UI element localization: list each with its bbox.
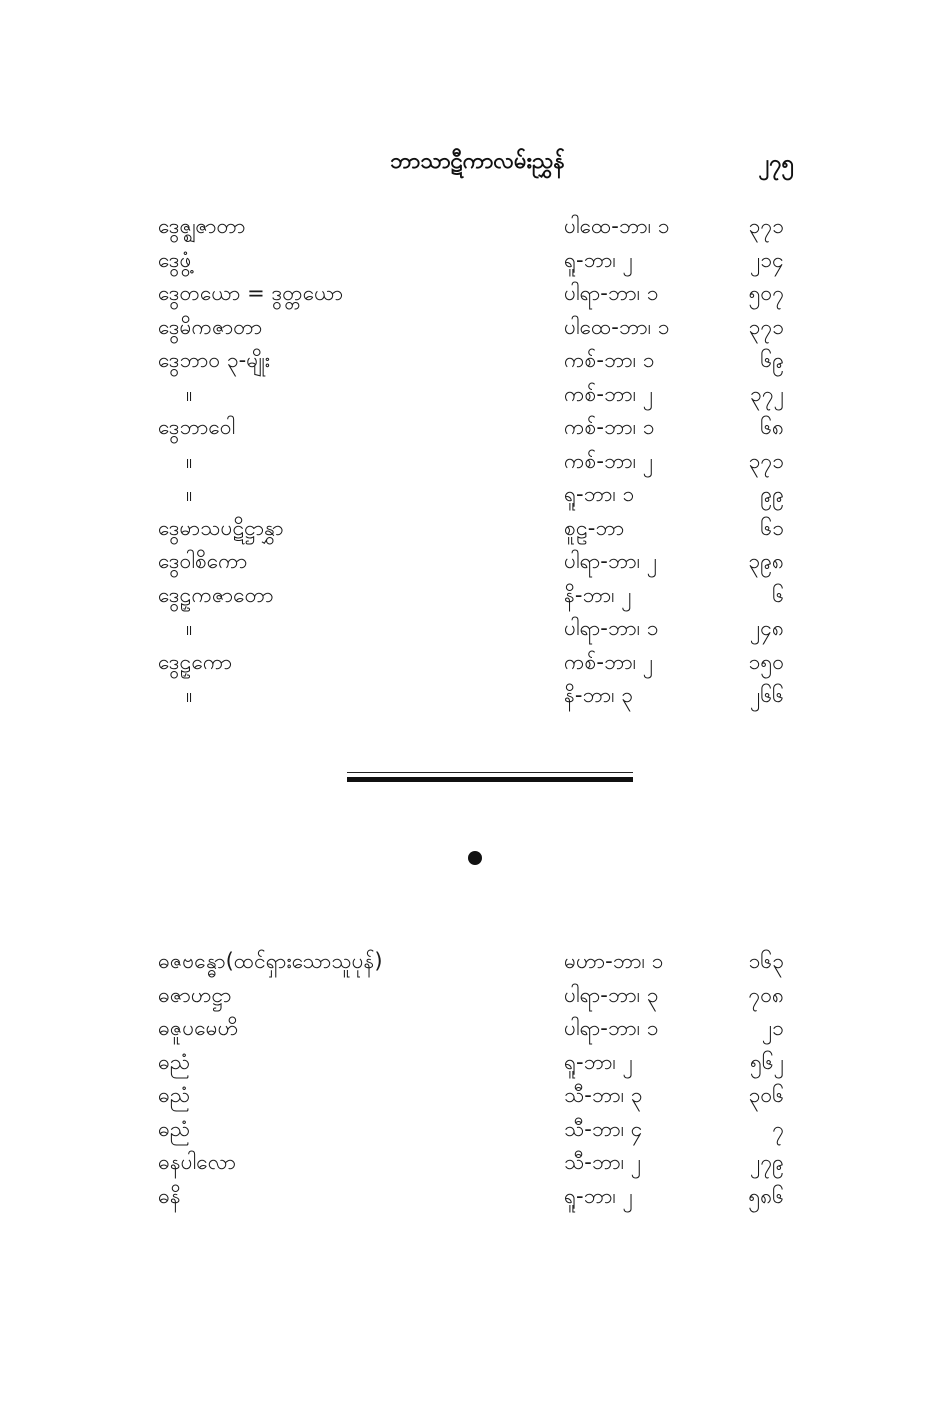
index-term: ဒွေဠှကော (158, 649, 233, 674)
index-reference: ရူ-ဘာ၊ ၂ (564, 247, 633, 272)
ditto-mark: ။ (186, 616, 193, 640)
index-entry-row (158, 244, 798, 278)
index-entry-row (158, 210, 798, 244)
index-page-number: ၆၉ (760, 348, 784, 372)
index-entry-row (158, 478, 798, 512)
index-entry-row (158, 612, 798, 646)
index-reference: ပါထေ-ဘာ၊ ၁ (564, 214, 670, 238)
index-page-number: ၃၇၂ (750, 381, 784, 406)
index-page-number: ၁၅၀ (748, 649, 784, 674)
index-term: ဒွေဠှကဇာတော (158, 582, 274, 607)
index-term: ဓနပါလော (158, 1150, 237, 1174)
index-entry-row (158, 344, 798, 378)
index-term: ဒွေဘာဝ ၃-မျိုး (158, 348, 270, 372)
index-entry-row (158, 277, 798, 311)
index-page-number: ၉၉ (760, 482, 784, 506)
index-page-number: ၃၇၁ (748, 314, 784, 339)
index-entry-row (158, 579, 798, 613)
index-page-number: ၂၁ (761, 1016, 784, 1040)
index-page-number: ၇ (772, 1116, 784, 1141)
running-title: ဘာသာဋီကာလမ်းညွှန် (390, 149, 565, 174)
index-term: ဓဇူပမေဟိ (158, 1016, 239, 1040)
index-page-number: ၂၄၈ (749, 616, 784, 640)
index-term: ဓနိ (158, 1183, 181, 1208)
divider-thick-rule (347, 777, 633, 782)
index-reference: ကစ်-ဘာ၊ ၂ (564, 649, 654, 674)
index-page-number: ၂၆၆ (750, 683, 784, 707)
index-page-number: ၃၇၁ (748, 214, 784, 238)
index-page-number: ၂၁၄ (750, 247, 784, 272)
index-reference: နိ-ဘာ၊ ၃ (564, 683, 634, 707)
index-page-number: ၃၇၁ (748, 448, 784, 473)
index-term: ဒွေမာသပဋိဋ္ဌာနွှာ (158, 515, 284, 540)
index-entry-row (158, 1113, 798, 1147)
index-term: ဒွေမိကဇာတာ (158, 314, 263, 339)
index-reference: ရူ-ဘာ၊ ၁ (564, 482, 635, 506)
index-reference: ပါရာ-ဘာ၊ ၂ (564, 549, 658, 573)
index-reference: ကစ်-ဘာ၊ ၂ (564, 448, 654, 473)
index-page-number: ၂၇၉ (750, 1150, 784, 1174)
index-page-number: ၁၆၃ (748, 949, 784, 973)
index-section-dha (158, 945, 798, 1213)
index-page-number: ၅၀၇ (748, 281, 784, 305)
section-bullet-icon (468, 851, 482, 865)
index-reference: မဟာ-ဘာ၊ ၁ (564, 949, 664, 973)
index-page-number: ၃၀၆ (748, 1083, 784, 1107)
index-entry-row (158, 512, 798, 546)
divider-thin-rule (347, 772, 633, 773)
index-entry-row (158, 1046, 798, 1080)
ditto-mark: ။ (186, 448, 193, 473)
index-reference: ပါရာ-ဘာ၊ ၁ (564, 281, 659, 305)
index-term: ဒွေတယော = ဒွတ္တယော (158, 281, 344, 305)
index-reference: သီ-ဘာ၊ ၃ (564, 1083, 643, 1107)
ditto-mark: ။ (186, 381, 193, 406)
page-number: ၂၇၅ (758, 151, 794, 176)
index-entry-row (158, 1180, 798, 1214)
index-term: ဓညံ (158, 1049, 191, 1074)
index-term: ဓညံ (158, 1116, 191, 1141)
index-entry-row (158, 679, 798, 713)
index-reference: ရူ-ဘာ၊ ၂ (564, 1049, 633, 1074)
index-page-number: ၃၉၈ (748, 549, 784, 573)
ditto-mark: ။ (186, 482, 193, 506)
index-reference: ပါရာ-ဘာ၊ ၁ (564, 1016, 659, 1040)
index-reference: ကစ်-ဘာ၊ ၁ (564, 415, 655, 439)
index-page-number: ၅၈၆ (748, 1183, 784, 1208)
index-reference: ရူ-ဘာ၊ ၂ (564, 1183, 633, 1208)
index-page-number: ၆၁ (760, 515, 784, 540)
index-term: ဒွေဘာဝေါ (158, 415, 236, 439)
index-term: ဒွေဝါစိကော (158, 549, 248, 573)
index-reference: သီ-ဘာ၊ ၂ (564, 1150, 642, 1174)
index-entry-row (158, 1079, 798, 1113)
index-term: ဒွေဖွံ့ (158, 247, 192, 272)
ditto-mark: ။ (186, 683, 193, 707)
index-term: ဒွေဇ္ဈဇာတာ (158, 214, 246, 238)
index-reference: ကစ်-ဘာ၊ ၂ (564, 381, 654, 406)
index-reference: ကစ်-ဘာ၊ ၁ (564, 348, 655, 372)
index-term: ဓဇဗန္ဓော(ထင်ရှားသောသူပုန်) (158, 949, 383, 973)
index-entry-row (158, 1012, 798, 1046)
index-term: ဓဇာဟဋ္ဌာ (158, 982, 232, 1007)
index-page-number: ၅၆၂ (750, 1049, 784, 1074)
index-entry-row (158, 445, 798, 479)
index-page-number: ၆ (772, 582, 784, 607)
index-entry-row (158, 1146, 798, 1180)
index-section-dve (158, 210, 798, 713)
index-page-number: ၇၀၈ (748, 982, 784, 1007)
index-entry-row (158, 545, 798, 579)
index-page-number: ၆၈ (760, 415, 784, 439)
index-reference: နိ-ဘာ၊ ၂ (564, 582, 632, 607)
index-reference: သီ-ဘာ၊ ၄ (564, 1116, 643, 1141)
index-entry-row (158, 311, 798, 345)
index-reference: စူဠ-ဘာ (564, 515, 625, 540)
section-divider (347, 772, 633, 782)
index-reference: ပါရာ-ဘာ၊ ၃ (564, 982, 659, 1007)
index-entry-row (158, 945, 798, 979)
index-entry-row (158, 646, 798, 680)
index-entry-row (158, 378, 798, 412)
index-reference: ပါထေ-ဘာ၊ ၁ (564, 314, 670, 339)
index-entry-row (158, 411, 798, 445)
index-term: ဓညံ (158, 1083, 191, 1107)
index-reference: ပါရာ-ဘာ၊ ၁ (564, 616, 659, 640)
index-entry-row (158, 979, 798, 1013)
